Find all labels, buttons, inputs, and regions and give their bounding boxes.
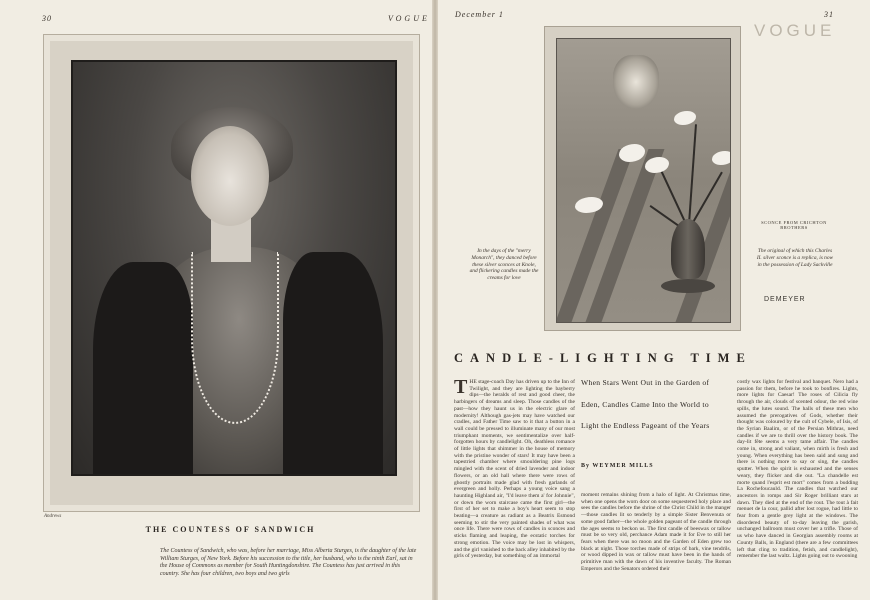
silver-sconce-ornament: [613, 55, 659, 109]
photographer-signature: DEMEYER: [764, 296, 806, 303]
article-column-3: costly wax lights for festival and banquet. Nero had a passion for them, before he took to bonfires. Lights, more lights for Caesar! The roses of Cilicia fly through the air, clouds of scented odour, the red wine spills, the lutes sound. The halls of these men who assumed the prerogatives of Gods, whether their thought was coloured by the cult of Cybele, of Isis, of the Syrian Baalim, or of the Persian Mithras, need candles if we are to thrill over the history book. The day-lit fête seems a very tame affair. The candles come in, strong and valiant, when mirth is fresh and young. When everything has been said and sung and there is nothing more to say or sing, the candles sputter. When the spirit is exhausted and the senses weary, they flicker and die out. "La chandelle est morte quand l'esprit est mort" comes from a budding La Rochefoucauld. The candles that watched our ancestors in romps and Sir Roger brilliant stars at dawn. They died at the end of the rout. The tout à fait menuet de la cour, pallid after lost rogue, had little to fear from a gentle grey light at the windows. The disordered beauty of to-day leaving the garish, unchanged ballroom must cover her a trifle. Those of us who have danced in Georgian assembly rooms at County Balls, in England (there are a few committees left that cling to tradition, fetish, and candlelight), remember the last waltz. Lights going out to swooning: [737, 379, 858, 560]
sconce-photo-frame: [544, 26, 741, 331]
right-page-number: 31: [824, 10, 834, 19]
article-column-1: [454, 379, 575, 600]
portrait-caption-body: The Countess of Sandwich, who was, before her marriage, Miss Alberta Sturges, is the daughter of the late William Sturges, of New York. Before his succession to the title, her husband, who is the ninth Earl, sat in the House of Commons as member for South Huntingdonshire. The Countess has just arrived in this country. She has four children, two boys and two girls: [160, 548, 417, 577]
pearl-necklace: [191, 252, 279, 424]
portrait-fur-wrap-left: [93, 262, 193, 476]
right-page: [438, 0, 870, 600]
calla-lily: [712, 151, 731, 165]
glass-vase: [671, 219, 705, 279]
sconce-caption-right: The original of which this Charles II. silver sconce is a replica, is now in the possession of Lady Sackville: [756, 248, 834, 268]
calla-lily: [619, 144, 645, 162]
article-column-2: moment remains shining from a halo of light. At Christmas time, when one opens the worn door on some sequestered holy place and sees the candles before the shrine of the Christ Child in the manger—those candles lit so tenderly by a simple Sister Benvenuta or some good father—the whole golden pageant of the candle through the ages seems to beckon us. The first candle of beeswax or tallow must be so very old, perchance Adam made it for Eve to still her fears when there was no moon and the Garden of Eden grew too black at night. Those torches made of strips of bark, vine tendrils, or wood dipped in wax or tallow must have been in the hands of primitive man with the dawn of his inventive faculty. The Roman Emperors and the Senators ordered their: [581, 492, 731, 572]
date-head: December 1: [455, 10, 504, 19]
portrait-photo: [71, 60, 397, 476]
article-column-1-text: HE stage-coach Day has driven up to the Inn of Twilight, and they are lighting the bayberry dips—the heralds of rest and good cheer, the harbingers of dreams and sleep. Those candles of the past—how they haunt us in the electric glare of modernity! Although gas-jets may have watched our cradles, and Father Time saw to it that a button in a wall could be pressed to illuminate many of our most triumphant moments, we sentimentalize over half-forgotten hours by candlelight. Oh, deathless romance of little lights that shimmer in the house of memory with the pristine wonder of stars! It may have been a tapestried chamber where smouldering pine logs mingled with the scent of dried lavender and indoor flowers, or an old hall where there were rows of ghostly portraits made glad with fresh garlands of evergreen and holly. Perhaps a young voice sang a haunting Highland air, "I'd leave them a' for Johnnie", or down the worn staircase came the first girl—the first of her set to make a boy's heart seem to stop beating—a creature as radiant as a Beatrix Esmond seeming to stir the very painted shades of what was once life. There were rows of candles in sconces and sticks flaming and leaping, the ecstatic torches for strong emotion. The voice may be lost in whispers, and the girl vanished to the back alley inhabited by the girls of yesterday, but something of an immortal: [454, 379, 575, 560]
left-running-head: VOGUE: [388, 14, 430, 23]
portrait-face: [191, 126, 269, 226]
calla-lily: [674, 111, 696, 125]
sconce-photo: [556, 38, 731, 323]
portrait-fur-wrap-right: [283, 252, 383, 476]
vase-base: [661, 279, 715, 293]
lily-stem: [688, 124, 696, 224]
sconce-source-label: SCONCE FROM CRICHTON BROTHERS: [761, 220, 827, 230]
article-headline: CANDLE-LIGHTING TIME: [454, 351, 752, 365]
portrait-frame: [43, 34, 420, 512]
calla-lily: [645, 157, 669, 173]
drop-cap: T: [454, 379, 468, 398]
portrait-caption-title: THE COUNTESS OF SANDWICH: [145, 525, 316, 534]
left-page: [0, 0, 432, 600]
sconce-caption-left: In the days of the "merry Monarch", they danced before these silver sconces at Knole, and flickering candles made the creams for love: [469, 248, 539, 282]
article-subtitle: When Stars Went Out in the Garden of Eden, Candles Came Into the World to Light the Endless Pageant of the Years: [581, 378, 710, 430]
article-byline: By WEYMER MILLS: [581, 463, 654, 469]
left-page-number: 30: [42, 14, 52, 23]
vogue-logo: VOGUE: [754, 21, 836, 40]
photo-credit: Andrews: [44, 514, 62, 519]
